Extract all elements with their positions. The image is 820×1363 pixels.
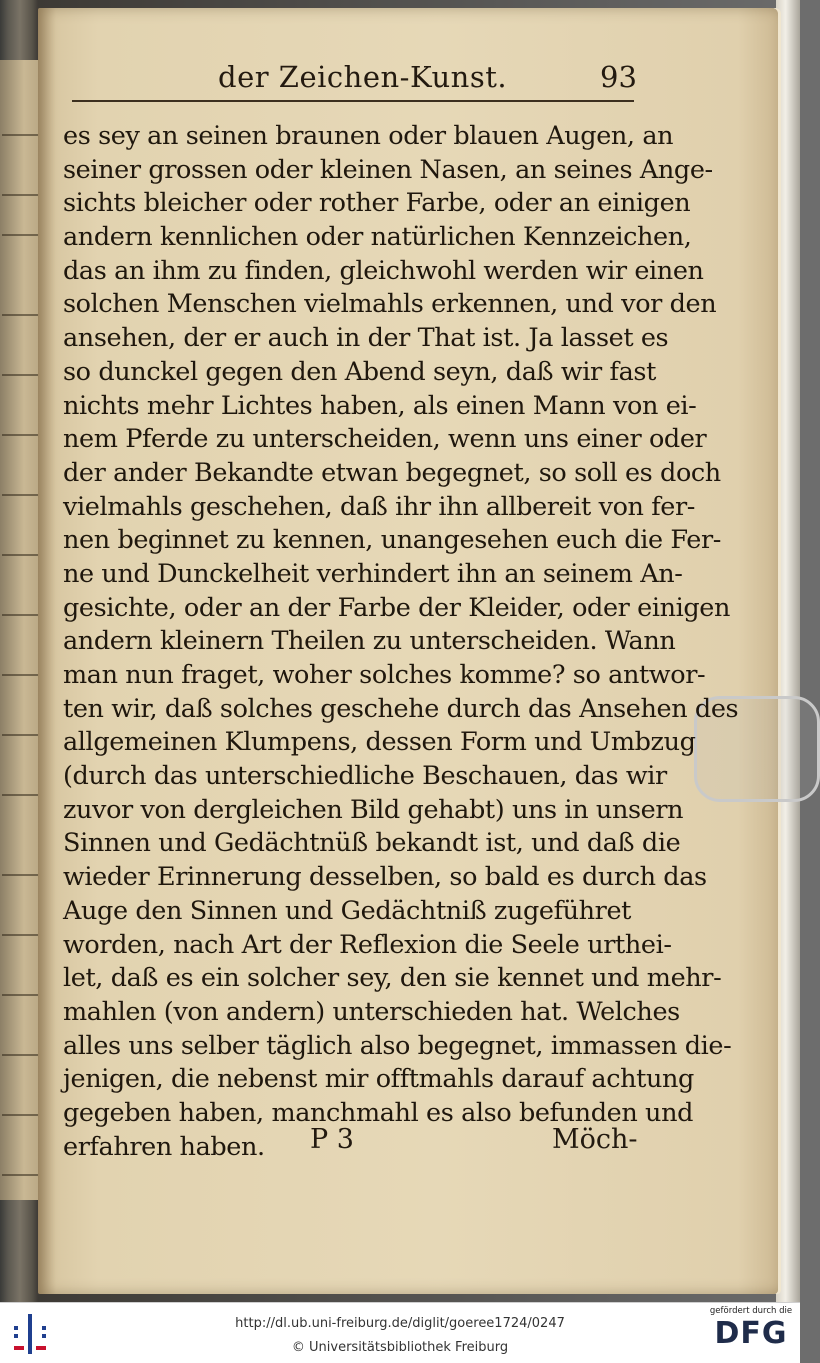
- text-line: ansehen, der er auch in der That ist. Ja lasset es: [63, 323, 669, 354]
- text-line: so dunckel gegen den Abend seyn, daß wir fast: [63, 356, 656, 387]
- text-line: zuvor von dergleichen Bild gehabt) uns in unsern: [63, 794, 684, 825]
- text-line: solchen Menschen vielmahls erkennen, und vor den: [63, 289, 717, 320]
- text-line: andern kennlichen oder natürlichen Kennzeichen,: [63, 222, 692, 253]
- text-line: seiner grossen oder kleinen Nasen, an seines Ange-: [63, 154, 713, 185]
- text-line: man nun fraget, woher solches komme? so antwor-: [63, 660, 706, 690]
- text-line: vielmahls geschehen, daß ihr ihn allbereit von fer-: [63, 491, 695, 522]
- permalink[interactable]: http://dl.ub.uni-freiburg.de/diglit/goeree1724/0247: [235, 1316, 565, 1331]
- running-head: der Zeichen-Kunst.: [218, 60, 508, 94]
- text-line: alles uns selber täglich also begegnet, immassen die-: [63, 1030, 732, 1061]
- copyright-notice: © Universitätsbibliothek Freiburg: [291, 1340, 509, 1355]
- dfg-logo-text: DFG: [714, 1316, 788, 1351]
- signature-mark: P 3: [310, 1124, 354, 1155]
- dfg-logo[interactable]: [706, 1306, 796, 1360]
- text-line: nem Pferde zu unterscheiden, wenn uns einer oder: [63, 424, 707, 455]
- text-line: jenigen, die nebenst mir offtmahls darauf achtung: [63, 1064, 694, 1095]
- text-line: ne und Dunckelheit verhindert ihn an seinem An-: [63, 558, 683, 589]
- text-line: allgemeinen Klumpens, dessen Form und Umbzug: [63, 727, 696, 758]
- text-line: andern kleinern Theilen zu unterscheiden. Wann: [63, 626, 676, 657]
- body-text: [63, 120, 739, 1164]
- scanner-edge: [776, 0, 800, 1302]
- text-line: worden, nach Art der Reflexion die Seele urthei-: [63, 929, 672, 960]
- funder-note: gefördert durch die: [709, 1306, 793, 1316]
- text-line: nichts mehr Lichtes haben, als einen Mann von ei-: [63, 390, 697, 421]
- catchword: Möch-: [552, 1124, 638, 1155]
- header-rule: [72, 100, 634, 102]
- page-number: 93: [600, 60, 637, 94]
- facing-page-edge: [0, 60, 40, 1200]
- text-line: (durch das unterschiedliche Beschauen, das wir: [63, 761, 667, 792]
- text-line: ten wir, daß solches geschehe durch das Ansehen des: [63, 693, 739, 724]
- text-line: nen beginnet zu kennen, unangesehen euch die Fer-: [63, 525, 722, 556]
- text-line: es sey an seinen braunen oder blauen Augen, an: [63, 121, 674, 151]
- text-line: gegeben haben, manchmahl es also befunden und: [63, 1097, 694, 1128]
- text-line: der ander Bekandte etwan begegnet, so soll es doch: [63, 457, 721, 488]
- text-line: mahlen (von andern) unterschieden hat. Welches: [63, 996, 680, 1027]
- text-line: gesichte, oder an der Farbe der Kleider, oder einigen: [63, 592, 730, 623]
- text-line: erfahren haben.: [63, 1131, 265, 1162]
- text-line: wieder Erinnerung desselben, so bald es durch das: [63, 862, 707, 893]
- text-line: let, daß es ein solcher sey, den sie kennet und mehr-: [63, 963, 722, 994]
- text-line: das an ihm zu finden, gleichwohl werden wir einen: [63, 255, 704, 286]
- text-line: sichts bleicher oder rother Farbe, oder an einigen: [63, 188, 691, 219]
- text-line: Auge den Sinnen und Gedächtniß zugeführet: [63, 895, 632, 926]
- text-line: Sinnen und Gedächtnüß bekandt ist, und daß die: [63, 828, 681, 859]
